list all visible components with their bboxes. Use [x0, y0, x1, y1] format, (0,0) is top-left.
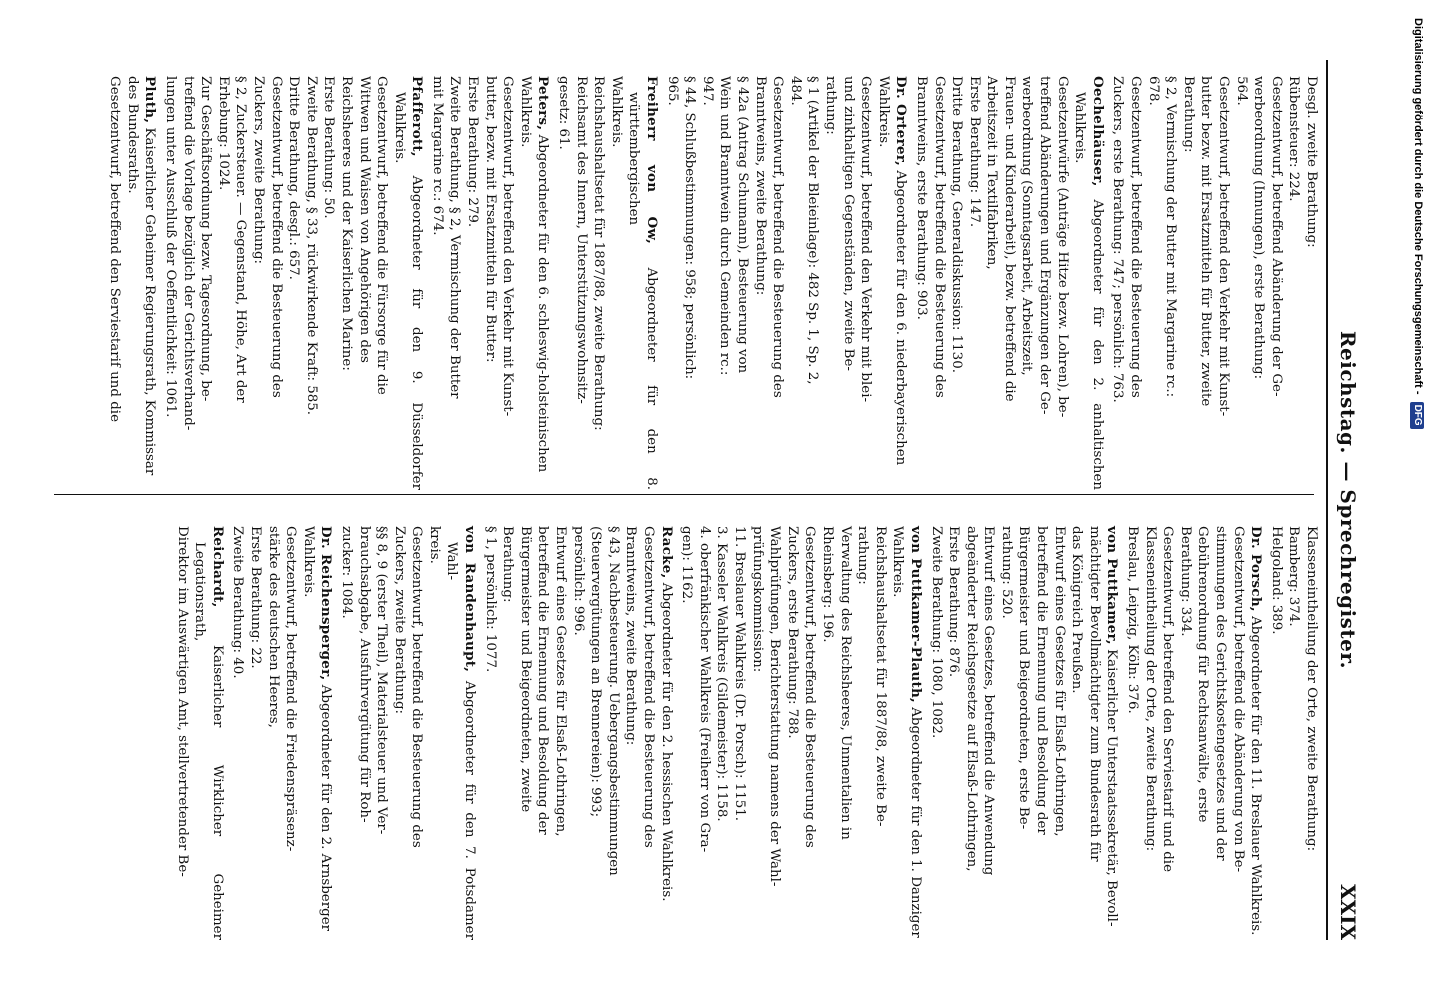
speaker-name: Dr. Reichensperger,: [318, 526, 335, 681]
entry-text: Arbeitszeit in Textilfabriken,: [984, 76, 1000, 270]
entry-line: [1194, 526, 1212, 940]
entry-text: 564.: [1233, 76, 1249, 106]
entry-text: Abgeordneter für den 9. Düsseldorfer Wahlkreis.: [391, 92, 425, 490]
entry-line: [1036, 76, 1054, 490]
entry-text: Abgeordneter für den 7. Potsdamer Wahl-: [444, 542, 478, 940]
entry-line: [285, 76, 303, 490]
entry-text: Dritte Berathung, Generaldiskussion: 1130.: [949, 76, 965, 373]
entry-text: Abgeordneter für den 8. württembergischen: [626, 92, 660, 490]
right-column: [30, 510, 1320, 940]
entry-text: prüfungskommission:: [749, 526, 765, 673]
entry-text: Wein und Branntwein durch Gemeinden rc.:: [717, 76, 733, 376]
entry-text: Helgoland: 389.: [1268, 526, 1284, 635]
dfg-logo: DFG: [1410, 402, 1424, 429]
entry-line: [1144, 76, 1162, 490]
entry-line: [1159, 526, 1177, 940]
entry-text: Gesetzentwurf, betreffend die Besteuerung des: [268, 76, 284, 398]
entry-text: Gesetzentwurf, betreffend den Verkehr mit blei-: [858, 76, 874, 403]
entry-line: [769, 76, 787, 490]
entry-line: [892, 76, 910, 490]
entry-text: 947.: [699, 76, 715, 106]
entry-line: [927, 526, 945, 940]
entry-text: Gesetzentwurf, betreffend die Besteuerung des: [931, 76, 947, 398]
register-entry: [229, 510, 335, 940]
entry-text: Zuckers, zweite Berathung:: [250, 76, 266, 265]
entry-line: [733, 76, 751, 490]
entry-line: [639, 526, 657, 940]
entry-text: betreffend die Ernennung und Besoldung der: [535, 526, 551, 835]
entry-line: [1197, 76, 1215, 490]
entry-line: [246, 526, 264, 940]
entry-text: Gesetzentwurf, betreffend die Besteuerung des: [1128, 76, 1144, 398]
entry-text: Branntweins, erste Berathung: 903.: [913, 76, 929, 320]
entry-line: [267, 76, 285, 490]
entry-line: [373, 76, 391, 490]
entry-text: Bamberg: 374.: [1286, 526, 1302, 627]
register-entry: [337, 510, 478, 940]
entry-line: [232, 76, 250, 490]
speaker-name: von Puttkamer,: [1104, 526, 1121, 645]
speaker-name: Freiherr von Ow,: [644, 76, 661, 245]
entry-line: [249, 76, 267, 490]
entry-text: Gesetzentwurf, betreffend die Besteuerung des: [409, 526, 425, 848]
entry-text: rathung:: [855, 526, 871, 585]
entry-line: [1071, 76, 1106, 490]
entry-line: [1267, 526, 1285, 940]
register-entry: [554, 60, 660, 490]
entry-text: §§ 8, 9 (erster Theil), Materialsteuer und Ver-: [374, 526, 390, 835]
entry-text: Gesetzentwurf, betreffend den Verkehr mit Kunst-: [500, 76, 516, 417]
entry-line: [141, 76, 159, 490]
entry-text: § 1 (Artikel der Bleieinlage): 482 Sp. 1, Sp. 2,: [805, 76, 821, 385]
entry-line: [751, 76, 769, 490]
register-entry: [106, 60, 159, 490]
entry-line: [854, 526, 872, 940]
entry-line: [997, 526, 1015, 940]
entry-line: [408, 526, 426, 940]
entry-line: [1214, 76, 1232, 490]
entry-text: das Königreich Preußen.: [1069, 526, 1085, 694]
speaker-name: Racke,: [658, 526, 675, 579]
entry-text: Klasseneintheilung der Orte, zweite Berathung:: [1304, 526, 1319, 852]
entry-line: [818, 526, 836, 940]
entry-line: [889, 526, 907, 940]
entry-text: Entwurf eines Gesetzes für Elsaß-Lothringen,: [1051, 526, 1067, 837]
entry-line: [804, 76, 822, 490]
entry-text: Entwurf eines Gesetzes, betreffend die Anwendung: [981, 526, 997, 876]
speaker-name: Peters,: [535, 76, 552, 131]
column-divider: [54, 494, 1314, 495]
entry-line: [1109, 76, 1127, 490]
entry-text: Zweite Berathung: 40.: [230, 526, 246, 679]
entry-line: [106, 76, 124, 490]
speaker-name: Dr. Porsch,: [1248, 526, 1265, 612]
entry-text: Berathung:: [500, 526, 516, 603]
entry-text: § 43, Nachbesteuerung. Uebergangsbestimmungen: [605, 526, 621, 876]
entry-text: Desgl. zweite Berathung:: [1304, 76, 1319, 248]
entry-line: [516, 526, 534, 940]
entry-text: Wahlkreis.: [300, 526, 316, 598]
entry-line: [1018, 76, 1036, 490]
register-entry: [927, 510, 1121, 940]
entry-line: [264, 526, 282, 940]
entry-text: Berathung: 334.: [1177, 526, 1193, 637]
entry-line: [1015, 526, 1033, 940]
entry-line: [302, 76, 320, 490]
entry-line: [1250, 76, 1268, 490]
entry-line: [716, 76, 734, 490]
entry-line: [962, 526, 980, 940]
entry-line: [906, 526, 924, 940]
entry-line: [191, 526, 226, 940]
entry-line: [1211, 526, 1229, 940]
entry-line: [464, 76, 482, 490]
entry-line: [695, 526, 713, 940]
entry-text: gen): 1162.: [679, 526, 695, 604]
entry-text: betreffend die Ernennung und Besoldung der: [1034, 526, 1050, 835]
entry-line: [912, 76, 930, 490]
entry-line: [1000, 76, 1018, 490]
entry-line: [481, 526, 499, 940]
entry-text: Wahlkreis.: [875, 76, 891, 148]
entry-line: [554, 76, 572, 490]
entry-text: Gesetzentwurf, betreffend die Besteuerung des: [641, 526, 657, 848]
entry-line: [214, 76, 232, 490]
entry-line: [983, 76, 1001, 490]
entry-text: werbeordnung (Innungen), erste Berathung:: [1251, 76, 1267, 380]
entry-text: Erste Berathung: 22.: [247, 526, 263, 669]
entry-line: [871, 526, 889, 940]
entry-text: Kaiserlicher Wirklicher Geheimer Legationsrath,: [192, 542, 225, 940]
entry-text: Wahlkreis.: [517, 76, 533, 148]
left-column: [30, 60, 1320, 490]
entry-text: 678.: [1145, 76, 1161, 106]
entry-text: Gesetzentwürfe (Anträge Hitze bezw. Lohren), be-: [1054, 76, 1070, 418]
entry-line: [551, 526, 569, 940]
entry-text: Erste Berathung: 50.: [321, 76, 337, 219]
entry-line: [499, 76, 517, 490]
entry-line: [1179, 76, 1197, 490]
entry-line: [446, 76, 464, 490]
entry-line: [698, 76, 716, 490]
entry-text: Wittwen und Waisen von Angehörigen des: [356, 76, 372, 363]
entry-line: [355, 526, 373, 940]
entry-text: 11. Breslauer Wahlkreis (Dr. Porsch): 1151.: [732, 526, 747, 822]
entry-line: [1085, 526, 1103, 940]
register-entry: [1123, 510, 1264, 940]
entry-line: [1162, 76, 1180, 490]
entry-text: § 1, persönlich: 1077.: [482, 526, 498, 673]
entry-line: [801, 526, 819, 940]
entry-text: stärke des deutschen Heeres,: [265, 526, 281, 728]
entry-line: [857, 76, 875, 490]
entry-text: Zuckers, erste Berathung: 747; persönlich: 763.: [1110, 76, 1126, 403]
speaker-name: von Puttkamer-Plauth,: [907, 526, 924, 703]
entry-line: [317, 526, 335, 940]
entry-line: [1302, 526, 1320, 940]
entry-text: Direktor im Auswärtigen Amt, stellvertretender Be-: [174, 526, 190, 877]
entry-text: Frauen- und Kinderarbeit), bezw. betreffend die: [1001, 76, 1017, 402]
entry-line: [443, 526, 478, 940]
entry-line: [607, 76, 625, 490]
entry-line: [282, 526, 300, 940]
speaker-name: Pfafferott,: [409, 76, 426, 157]
digitization-note: [1410, 18, 1426, 998]
entry-text: Bürgermeister und Beigeordneten, zweite: [517, 526, 533, 813]
entry-line: [197, 76, 215, 490]
entry-text: Abgeordneter für den 2. anhaltischen Wahlkreis.: [1072, 92, 1105, 490]
entry-text: Reichshaushaltsetat für 1887/88, zweite Be-: [872, 526, 888, 827]
entry-text: Klasseneintheilung der Orte, zweite Berathung:: [1142, 526, 1158, 852]
entry-text: gesetz: 61.: [556, 76, 572, 150]
entry-text: mit Margarine rc.: 674.: [429, 76, 445, 236]
entry-line: [587, 526, 605, 940]
entry-line: [625, 76, 660, 490]
entry-line: [1302, 76, 1320, 490]
entry-text: treffend die Vorlage bezüglich der Gerichtsverhand-: [180, 76, 196, 431]
entry-line: [337, 526, 355, 940]
entry-line: [980, 526, 998, 940]
entry-line: [748, 526, 766, 940]
entry-line: [1050, 526, 1068, 940]
digitization-note-text: Digitalisierung gefördert durch die Deutsche Forschungsgemeinschaft -: [1412, 18, 1424, 395]
speaker-name: Reichardt,: [209, 526, 226, 608]
entry-text: Kaiserlicher Unterstaatssekretär, Bevoll-: [1104, 649, 1120, 927]
entry-line: [657, 526, 675, 940]
entry-text: rathung:: [822, 76, 838, 135]
entry-text: Gesetzentwurf, betreffend die Fürsorge für die: [374, 76, 390, 395]
register-entry: [663, 60, 909, 490]
entry-text: werbeordnung (Sonntagsarbeit, Arbeitszeit,: [1019, 76, 1035, 376]
entry-line: [945, 526, 963, 940]
entry-text: Gebührenordnung für Rechtsanwälte, erste: [1195, 526, 1211, 823]
entry-text: § 44, Schlußbestimmungen: 958; persönlich:: [682, 76, 698, 380]
register-entry: [173, 510, 226, 940]
register-entry: [678, 510, 924, 940]
entry-line: [836, 526, 854, 940]
entry-text: Gesetzentwurf, betreffend den Serviestarif und die: [1160, 526, 1176, 872]
entry-text: mächtigter Bevollmächtigter zum Bundesrath für: [1086, 526, 1102, 862]
entry-text: stimmungen des Gerichtskostengesetzes und der: [1213, 526, 1229, 861]
entry-line: [730, 526, 748, 940]
entry-line: [1247, 526, 1265, 940]
entry-text: persönlich: 996.: [570, 526, 586, 636]
entry-text: Bürgermeister und Beigeordneten, erste Be-: [1016, 526, 1032, 830]
page-number: XXIX: [1336, 884, 1360, 940]
entry-line: [590, 76, 608, 490]
entry-line: [1285, 76, 1303, 490]
entry-text: kreis.: [426, 526, 442, 564]
entry-line: [572, 76, 590, 490]
entry-line: [839, 76, 857, 490]
entry-text: Zuckers, zweite Berathung:: [391, 526, 407, 715]
entry-line: [481, 76, 499, 490]
entry-text: Gesetzentwurf, betreffend Abänderung der Ge-: [1268, 76, 1284, 397]
entry-text: Reichsamt des Innern, Unterstützungswohnsitz-: [573, 76, 589, 404]
entry-line: [1267, 76, 1285, 490]
entry-text: butter bezw. mit Ersatzmitteln für Butter, zweite: [1198, 76, 1214, 407]
entry-line: [173, 526, 191, 940]
entry-line: [1123, 526, 1141, 940]
entry-line: [373, 526, 391, 940]
entry-text: Wahlprüfungen, Berichterstattung namens der Wahl-: [767, 526, 783, 887]
entry-text: Reichsheeres und der Kaiserlichen Marine:: [338, 76, 354, 371]
entry-line: [604, 526, 622, 940]
entry-text: Wahlkreis.: [608, 76, 624, 148]
entry-line: [390, 76, 425, 490]
entry-line: [534, 526, 552, 940]
entry-text: brauchsabgabe, Ausfuhrvergütung für Roh-: [356, 526, 372, 823]
entry-line: [229, 526, 247, 940]
entry-text: treffend Abänderungen und Ergänzungen der Ge-: [1037, 76, 1053, 415]
entry-line: [534, 76, 552, 490]
entry-line: [390, 526, 408, 940]
register-entry: [161, 60, 425, 490]
register-entry: [481, 510, 675, 940]
speaker-name: Dr. Orterer,: [893, 76, 910, 167]
entry-text: lungen unter Ausschluß der Oeffentlichkeit: 1061.: [163, 76, 178, 418]
entry-line: [786, 76, 804, 490]
entry-line: [663, 76, 681, 490]
entry-line: [1103, 526, 1121, 940]
entry-line: [428, 76, 446, 490]
entry-text: zucker: 1084.: [338, 526, 354, 619]
entry-text: Rheinsberg: 196.: [819, 526, 835, 643]
entry-text: Zuckers, erste Berathung: 788.: [784, 526, 800, 739]
register-entry: [912, 60, 1106, 490]
entry-text: Abgeordneter für den 6. schleswig-holsteinischen: [535, 134, 551, 473]
entry-text: 484.: [787, 76, 803, 106]
entry-text: Verwaltung des Reichsheeres, Unmentalien in: [837, 526, 853, 840]
running-title: Reichstag. — Sprechregister.: [1336, 330, 1360, 670]
speaker-name: von Randenhaupt,: [462, 526, 479, 673]
entry-line: [337, 76, 355, 490]
entry-text: Erhebung: 1024.: [215, 76, 231, 191]
entry-text: Entwurf eines Gesetzes für Elsaß-Lothringen,: [553, 526, 569, 837]
entry-text: Wahlkreis.: [890, 526, 906, 598]
entry-line: [123, 76, 141, 490]
entry-text: Berathung:: [1180, 76, 1196, 153]
entry-line: [713, 526, 731, 940]
entry-line: [179, 76, 197, 490]
entry-text: Gesetzentwurf, betreffend den Serviestarif und die: [107, 76, 123, 422]
entry-text: Zur Geschäftsordnung bezw. Tagesordnung, be-: [198, 76, 214, 402]
entry-text: Gesetzentwurf, betreffend die Abänderung von Be-: [1230, 526, 1246, 873]
entry-text: rathung: 520.: [998, 526, 1014, 619]
entry-text: und zinkhaltigen Gegenständen, zweite Be-: [840, 76, 856, 371]
entry-line: [1141, 526, 1159, 940]
entry-text: Breslau, Leipzig, Köln: 376.: [1125, 526, 1141, 714]
entry-text: Abgeordneter für den 2. hessischen Wahlkreis.: [658, 582, 674, 902]
entry-text: Gesetzentwurf, betreffend die Besteuerung des: [770, 76, 786, 398]
entry-text: § 2, Zuckersteuer. — Gegenstand, Höhe, Art der: [233, 76, 249, 403]
entry-text: (Steuervergütungen an Brennereien): 993;: [588, 526, 604, 818]
entry-text: Abgeordneter für den 6. niederbayerischen: [893, 170, 909, 466]
entry-text: Gesetzentwurf, betreffend den Verkehr mit Kunst-: [1216, 76, 1232, 417]
entry-line: [1033, 526, 1051, 940]
entry-text: Abgeordneter für den 11. Breslauer Wahlkreis.: [1248, 616, 1264, 936]
entry-line: [516, 76, 534, 490]
entry-line: [1176, 526, 1194, 940]
entry-line: [930, 76, 948, 490]
entry-line: [1126, 76, 1144, 490]
entry-text: Abgeordneter für den 2. Arnsberger: [318, 684, 334, 932]
entry-text: Dritte Berathung, desgl.: 657.: [286, 76, 302, 280]
entry-line: [1232, 76, 1250, 490]
entry-line: [499, 526, 517, 940]
entry-line: [425, 526, 443, 940]
entry-text: Erste Berathung: 147.: [966, 76, 982, 228]
entry-text: Kaiserlicher Geheimer Regierungsrath, Kommissar: [142, 127, 158, 476]
register-entry: [1109, 60, 1320, 490]
entry-line: [1285, 526, 1303, 940]
entry-text: butter, bezw. mit Ersatzmitteln für Butter:: [482, 76, 498, 363]
entry-line: [766, 526, 784, 940]
entry-text: Reichshaushaltsetat für 1887/88, zweite Berathung:: [591, 76, 607, 431]
entry-line: [783, 526, 801, 940]
entry-line: [569, 526, 587, 940]
register-entry: [1267, 510, 1320, 940]
register-entry: [428, 60, 551, 490]
entry-text: Branntweins, zweite Berathung:: [752, 76, 768, 296]
entry-text: 965.: [664, 76, 680, 106]
entry-text: § 2, Vermischung der Butter mit Margarine rc.:: [1163, 76, 1179, 398]
entry-text: Branntweins, zweite Berathung:: [623, 526, 639, 746]
entry-line: [622, 526, 640, 940]
speaker-name: Pluth,: [142, 76, 159, 124]
page-header: [1326, 60, 1362, 940]
entry-text: des Bundesraths.: [124, 76, 140, 194]
entry-text: Abgeordneter für den 1. Danziger: [907, 707, 923, 938]
entry-text: Erste Berathung: 279.: [465, 76, 481, 228]
entry-text: Zweite Berathung, § 2, Vermischung der Butter: [447, 76, 463, 399]
entry-line: [161, 76, 179, 490]
entry-line: [678, 526, 696, 940]
entry-line: [1053, 76, 1071, 490]
entry-line: [1068, 526, 1086, 940]
entry-line: [320, 76, 338, 490]
entry-text: § 42a (Antrag Schumann), Besteuerung von: [735, 76, 750, 374]
entry-line: [821, 76, 839, 490]
entry-line: [681, 76, 699, 490]
entry-text: Gesetzentwurf, betreffend die Friedenspräsenz-: [283, 526, 299, 852]
entry-line: [948, 76, 966, 490]
entry-line: [299, 526, 317, 940]
entry-line: [355, 76, 373, 490]
entry-text: Zweite Berathung: 1080, 1082.: [928, 526, 944, 739]
entry-text: Gesetzentwurf, betreffend die Besteuerung des: [802, 526, 818, 848]
speaker-name: Oechelhäuser,: [1089, 76, 1106, 187]
entry-line: [1229, 526, 1247, 940]
entry-text: 3. Kasseler Wahlkreis (Gildemeister): 1158.: [714, 526, 730, 822]
entry-line: [874, 76, 892, 490]
entry-text: abgeänderter Reichsgesetze auf Elsaß-Lothringen,: [963, 526, 979, 872]
entry-text: Erste Berathung: 876.: [946, 526, 962, 678]
entry-line: [965, 76, 983, 490]
entry-text: 4. oberfränkischer Wahlkreis (Freiherr von Gra-: [696, 526, 712, 853]
entry-text: Zweite Berathung, § 33, rückwirkende Kraft: 585.: [303, 76, 319, 416]
entry-text: Rübensteuer: 224.: [1286, 76, 1302, 202]
